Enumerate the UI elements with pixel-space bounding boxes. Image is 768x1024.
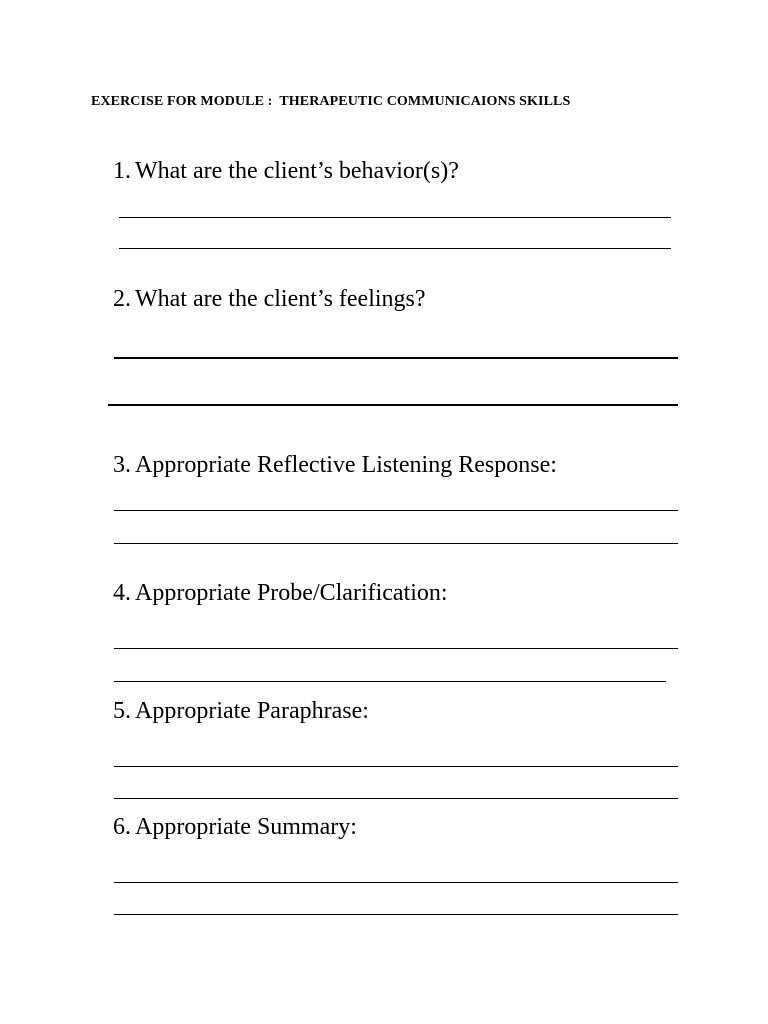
answer-line[interactable]	[114, 648, 678, 649]
question-text: What are the client’s feelings?	[135, 286, 426, 312]
question-text: Appropriate Paraphrase:	[135, 698, 369, 724]
answer-line[interactable]	[114, 914, 678, 915]
question-number: 2.	[113, 286, 131, 312]
question-text: What are the client’s behavior(s)?	[135, 158, 459, 184]
answer-line[interactable]	[114, 543, 678, 544]
answer-line[interactable]	[119, 217, 671, 218]
answer-line[interactable]	[119, 248, 671, 249]
worksheet-title: EXERCISE FOR MODULE : THERAPEUTIC COMMUNICAIONS SKILLS	[91, 94, 571, 109]
question-6	[113, 814, 357, 841]
question-number: 5.	[113, 698, 131, 724]
answer-line[interactable]	[114, 766, 678, 767]
answer-line[interactable]	[114, 510, 678, 511]
answer-line[interactable]	[108, 404, 678, 406]
question-5	[113, 698, 369, 725]
question-3	[113, 452, 557, 479]
question-text: Appropriate Reflective Listening Response:	[135, 452, 557, 478]
question-2	[113, 286, 426, 313]
question-number: 4.	[113, 580, 131, 606]
answer-line[interactable]	[114, 357, 678, 359]
answer-line[interactable]	[114, 882, 678, 883]
answer-line[interactable]	[114, 798, 678, 799]
question-4	[113, 580, 448, 607]
question-text: Appropriate Summary:	[135, 814, 357, 840]
question-number: 3.	[113, 452, 131, 478]
question-number: 6.	[113, 814, 131, 840]
answer-line[interactable]	[114, 681, 666, 682]
question-text: Appropriate Probe/Clarification:	[135, 580, 448, 606]
question-number: 1.	[113, 158, 131, 184]
question-1	[113, 158, 459, 185]
